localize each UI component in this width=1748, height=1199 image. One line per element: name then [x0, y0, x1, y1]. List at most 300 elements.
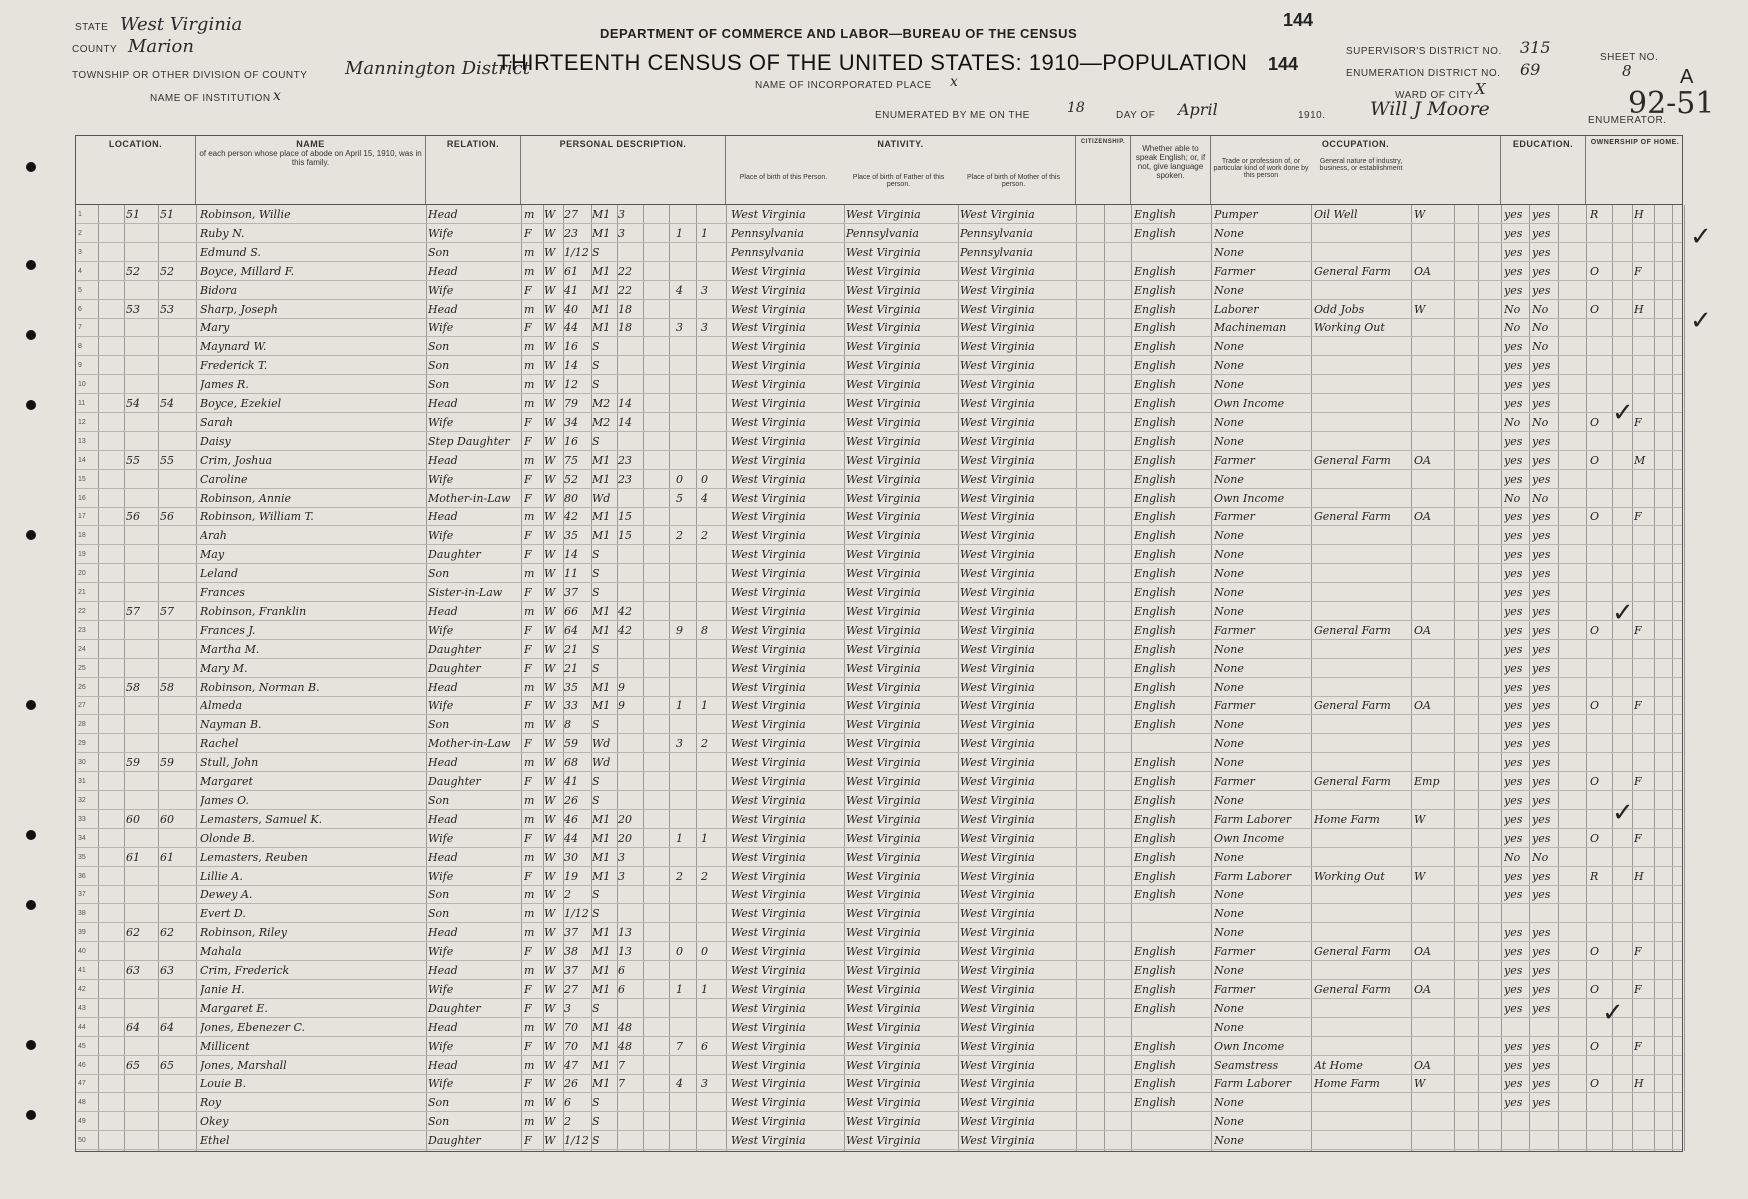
header-education: EDUCATION. [1501, 136, 1586, 205]
mother-birthplace-cell: West Virginia [960, 1134, 1035, 1148]
dwelling-number-cell: 65 [126, 1058, 140, 1072]
can-write-cell [1532, 1112, 1558, 1131]
marital-status-cell: M1 [592, 453, 611, 467]
industry-cell [1314, 281, 1412, 300]
sex-cell: F [524, 434, 532, 448]
industry-cell [1314, 413, 1412, 432]
language-cell [1134, 904, 1210, 923]
birthplace-cell: West Virginia [731, 812, 806, 826]
supervisor-label: SUPERVISOR'S DISTRICT NO. [1346, 46, 1502, 57]
marital-status-cell: S [592, 245, 600, 259]
employer-status-cell: OA [1414, 453, 1431, 467]
family-number-cell [160, 545, 190, 564]
family-number-cell [160, 583, 190, 602]
father-birthplace-cell: Pennsylvania [846, 226, 919, 240]
table-row [76, 1093, 1682, 1112]
children-living-cell [701, 451, 719, 470]
sex-cell: m [524, 888, 535, 902]
race-cell: W [544, 831, 556, 845]
header-relation: RELATION. [426, 136, 521, 205]
trade-cell: None [1214, 529, 1244, 543]
person-name-cell: Edmund S. [200, 245, 261, 259]
row-number-cell: 3 [78, 248, 82, 256]
sex-cell: m [524, 964, 535, 977]
owned-rented-cell [1590, 564, 1608, 583]
row-number-cell: 26 [78, 683, 86, 691]
age-cell: 1/12 [564, 907, 589, 921]
age-cell: 42 [564, 510, 578, 524]
dwelling-number-cell: 64 [126, 1020, 140, 1034]
father-birthplace-cell: West Virginia [846, 1134, 921, 1148]
farm-house-cell [1634, 999, 1652, 1018]
birthplace-cell: West Virginia [731, 340, 806, 354]
years-married-cell: 22 [618, 283, 632, 297]
can-write-cell: yes [1532, 586, 1551, 599]
header-trade: Trade or profession of, or particular kind of work done by this person [1213, 158, 1309, 179]
table-row [76, 281, 1682, 300]
employer-status-cell: W [1414, 1077, 1426, 1091]
age-cell: 23 [564, 226, 578, 240]
father-birthplace-cell: West Virginia [846, 926, 921, 940]
family-number-cell [160, 999, 190, 1018]
row-number-cell: 36 [78, 872, 86, 880]
row-number-cell: 43 [78, 1004, 86, 1012]
employer-status-cell [1414, 470, 1450, 489]
age-cell: 66 [564, 604, 578, 618]
dwelling-number-cell: 62 [126, 926, 140, 940]
table-row [76, 583, 1682, 602]
marital-status-cell: S [592, 718, 600, 732]
can-write-cell: yes [1532, 208, 1551, 221]
age-cell: 1/12 [564, 245, 589, 259]
table-row [76, 640, 1682, 659]
mother-birthplace-cell: West Virginia [960, 661, 1035, 675]
birthplace-cell: West Virginia [731, 793, 806, 807]
race-cell: W [544, 586, 556, 599]
birthplace-cell: West Virginia [731, 888, 806, 902]
person-name-cell: James O. [200, 793, 249, 807]
marital-status-cell: M1 [592, 1020, 611, 1034]
family-number-cell [160, 904, 190, 923]
farm-house-cell: M [1634, 453, 1646, 467]
birthplace-cell: West Virginia [731, 586, 806, 599]
person-name-cell: Dewey A. [200, 888, 253, 902]
farm-house-cell [1634, 1018, 1652, 1037]
industry-cell [1314, 583, 1412, 602]
age-cell: 11 [564, 567, 578, 581]
employer-status-cell [1414, 394, 1450, 413]
sex-cell: F [524, 1134, 532, 1148]
race-cell: W [544, 1039, 556, 1053]
age-cell: 30 [564, 850, 578, 864]
sex-cell: m [524, 208, 535, 221]
row-number-cell: 1 [78, 211, 82, 218]
farm-house-cell [1634, 734, 1652, 753]
employer-status-cell [1414, 375, 1450, 394]
language-cell: English [1134, 756, 1176, 770]
relation-cell: Wife [428, 283, 454, 297]
can-write-cell: yes [1532, 245, 1551, 259]
marital-status-cell: M1 [592, 623, 611, 637]
mother-birthplace-cell: West Virginia [960, 1115, 1035, 1129]
marital-status-cell: M1 [592, 264, 611, 278]
employer-status-cell: OA [1414, 623, 1431, 637]
marital-status-cell: S [592, 586, 600, 599]
race-cell: W [544, 623, 556, 637]
dwelling-number-cell [126, 318, 152, 337]
relation-cell: Wife [428, 699, 454, 713]
employer-status-cell [1414, 356, 1450, 375]
children-born-cell [676, 545, 694, 564]
sex-cell: m [524, 1115, 535, 1129]
person-name-cell: Sarah [200, 415, 233, 429]
column-rule [1684, 205, 1685, 1151]
owned-rented-cell [1590, 659, 1608, 678]
language-cell: English [1134, 226, 1176, 240]
family-number-cell [160, 564, 190, 583]
person-name-cell: Mary M. [200, 661, 248, 675]
birthplace-cell: West Virginia [731, 661, 806, 675]
can-read-cell: yes [1504, 1039, 1523, 1053]
can-read-cell: No [1504, 850, 1521, 864]
language-cell: English [1134, 1058, 1176, 1072]
children-born-cell: 1 [676, 699, 683, 713]
person-name-cell: Martha M. [200, 642, 260, 656]
can-write-cell: No [1532, 850, 1549, 864]
race-cell: W [544, 604, 556, 618]
table-row [76, 885, 1682, 904]
can-write-cell: No [1532, 491, 1549, 505]
industry-cell [1314, 1131, 1412, 1150]
family-number-cell [160, 1131, 190, 1150]
row-number-cell: 33 [78, 815, 86, 823]
can-read-cell: yes [1504, 1001, 1523, 1015]
row-number-cell: 32 [78, 796, 86, 804]
race-cell: W [544, 888, 556, 902]
mother-birthplace-cell: West Virginia [960, 869, 1035, 883]
can-read-cell [1504, 1112, 1530, 1131]
farm-house-cell [1634, 715, 1652, 734]
person-name-cell: Robinson, Norman B. [200, 680, 320, 694]
table-row [76, 1131, 1682, 1150]
language-cell: English [1134, 264, 1176, 278]
can-read-cell: yes [1504, 208, 1523, 221]
industry-cell [1314, 243, 1412, 262]
children-living-cell [701, 715, 719, 734]
dwelling-number-cell [126, 829, 152, 848]
can-read-cell: yes [1504, 756, 1523, 770]
children-living-cell [701, 753, 719, 772]
children-born-cell: 5 [676, 491, 683, 505]
table-row [76, 942, 1682, 961]
children-living-cell: 4 [701, 491, 708, 505]
trade-cell: None [1214, 642, 1244, 656]
farm-house-cell [1634, 224, 1652, 243]
years-married-cell: 23 [618, 453, 632, 467]
years-married-cell [618, 545, 642, 564]
farm-house-cell: H [1634, 208, 1644, 221]
race-cell: W [544, 1058, 556, 1072]
can-write-cell [1532, 904, 1558, 923]
owned-rented-cell [1590, 753, 1608, 772]
owned-rented-cell [1590, 678, 1608, 697]
years-married-cell: 14 [618, 397, 632, 410]
race-cell: W [544, 775, 556, 788]
person-name-cell: Mahala [200, 945, 242, 959]
birthplace-cell: West Virginia [731, 1077, 806, 1091]
sex-cell: F [524, 415, 532, 429]
relation-cell: Daughter [428, 775, 481, 788]
ward-label: WARD OF CITY [1395, 90, 1474, 101]
trade-cell: None [1214, 756, 1244, 770]
children-living-cell [701, 602, 719, 621]
row-number-cell: 38 [78, 910, 86, 918]
family-number-cell [160, 942, 190, 961]
age-cell: 1/12 [564, 1134, 589, 1148]
race-cell: W [544, 1134, 556, 1148]
can-write-cell: yes [1532, 1058, 1551, 1072]
row-number-cell: 6 [78, 305, 82, 313]
can-read-cell: yes [1504, 340, 1523, 354]
industry-cell [1314, 848, 1412, 867]
mother-birthplace-cell: West Virginia [960, 302, 1035, 316]
row-number-cell: 11 [78, 400, 86, 407]
family-number-cell [160, 696, 190, 715]
can-read-cell: No [1504, 302, 1521, 316]
table-row [76, 224, 1682, 243]
birthplace-cell: West Virginia [731, 945, 806, 959]
family-number-cell [160, 772, 190, 791]
mother-birthplace-cell: West Virginia [960, 964, 1035, 977]
trade-cell: None [1214, 1001, 1244, 1015]
children-living-cell: 6 [701, 1039, 708, 1053]
sex-cell: F [524, 491, 532, 505]
children-living-cell [701, 205, 719, 224]
relation-cell: Head [428, 964, 458, 977]
trade-cell: None [1214, 340, 1244, 354]
children-living-cell [701, 1056, 719, 1075]
trade-cell: None [1214, 1096, 1244, 1110]
row-number-cell: 30 [78, 759, 86, 767]
children-born-cell: 0 [676, 945, 683, 959]
mother-birthplace-cell: West Virginia [960, 982, 1035, 996]
language-cell [1134, 1112, 1210, 1131]
farm-house-cell [1634, 885, 1652, 904]
employer-status-cell [1414, 224, 1450, 243]
owned-rented-cell [1590, 1056, 1608, 1075]
language-cell: English [1134, 1096, 1176, 1110]
children-born-cell [676, 961, 694, 980]
children-living-cell [701, 243, 719, 262]
age-cell: 37 [564, 926, 578, 940]
age-cell: 3 [564, 1001, 571, 1015]
children-born-cell: 1 [676, 226, 683, 240]
relation-cell: Son [428, 245, 450, 259]
years-married-cell: 18 [618, 321, 632, 335]
employer-status-cell: W [1414, 869, 1426, 883]
marital-status-cell: S [592, 1001, 600, 1015]
table-row [76, 318, 1682, 337]
children-living-cell [701, 583, 719, 602]
children-living-cell [701, 848, 719, 867]
trade-cell: Farmer [1214, 453, 1255, 467]
person-name-cell: Jones, Ebenezer C. [200, 1020, 306, 1034]
farm-house-cell: F [1634, 264, 1642, 278]
row-number-cell: 25 [78, 664, 86, 672]
race-cell: W [544, 982, 556, 996]
years-married-cell: 3 [618, 208, 625, 221]
industry-cell: General Farm [1314, 945, 1391, 959]
father-birthplace-cell: West Virginia [846, 1115, 921, 1129]
trade-cell: None [1214, 283, 1244, 297]
header-ownership: OWNERSHIP OF HOME. [1590, 139, 1680, 146]
farm-house-cell [1634, 526, 1652, 545]
relation-cell: Head [428, 680, 458, 694]
language-cell: English [1134, 718, 1176, 732]
owned-rented-cell: O [1590, 699, 1600, 713]
sex-cell: m [524, 793, 535, 807]
owned-rented-cell [1590, 885, 1608, 904]
father-birthplace-cell: West Virginia [846, 245, 921, 259]
person-name-cell: Nayman B. [200, 718, 262, 732]
children-born-cell [676, 810, 694, 829]
row-number-cell: 47 [78, 1080, 86, 1088]
industry-cell: Home Farm [1314, 812, 1380, 826]
mother-birthplace-cell: West Virginia [960, 208, 1035, 221]
farm-house-cell [1634, 583, 1652, 602]
can-read-cell: yes [1504, 283, 1523, 297]
can-read-cell: No [1504, 415, 1521, 429]
trade-cell: Farm Laborer [1214, 1077, 1292, 1091]
race-cell: W [544, 472, 556, 486]
relation-cell: Head [428, 397, 458, 410]
can-read-cell: yes [1504, 945, 1523, 959]
language-cell: English [1134, 680, 1176, 694]
age-cell: 27 [564, 208, 578, 221]
header-location: LOCATION. [76, 136, 196, 205]
can-read-cell: yes [1504, 378, 1523, 392]
sex-cell: m [524, 302, 535, 316]
can-write-cell: yes [1532, 793, 1551, 807]
relation-cell: Wife [428, 1077, 454, 1091]
farm-house-cell [1634, 791, 1652, 810]
years-married-cell [618, 715, 642, 734]
father-birthplace-cell: West Virginia [846, 397, 921, 410]
father-birthplace-cell: West Virginia [846, 831, 921, 845]
age-cell: 2 [564, 1115, 571, 1129]
can-write-cell: yes [1532, 756, 1551, 770]
dwelling-number-cell [126, 470, 152, 489]
can-write-cell: yes [1532, 604, 1551, 618]
birthplace-cell: West Virginia [731, 208, 806, 221]
trade-cell: None [1214, 472, 1244, 486]
age-cell: 35 [564, 680, 578, 694]
sex-cell: F [524, 945, 532, 959]
can-write-cell: yes [1532, 1096, 1551, 1110]
race-cell: W [544, 926, 556, 940]
punch-hole [26, 1040, 36, 1050]
row-number-cell: 40 [78, 948, 86, 956]
years-married-cell [618, 1093, 642, 1112]
can-read-cell: yes [1504, 397, 1523, 410]
employer-status-cell [1414, 961, 1450, 980]
owned-rented-cell: O [1590, 1039, 1600, 1053]
check-mark-icon: ✓ [1690, 222, 1712, 252]
children-born-cell [676, 262, 694, 281]
farm-house-cell: F [1634, 510, 1642, 524]
can-write-cell: yes [1532, 661, 1551, 675]
language-cell: English [1134, 491, 1176, 505]
marital-status-cell: M2 [592, 397, 611, 410]
person-name-cell: Lemasters, Samuel K. [200, 812, 323, 826]
language-cell: English [1134, 623, 1176, 637]
years-married-cell [618, 583, 642, 602]
industry-cell: General Farm [1314, 510, 1391, 524]
dwelling-number-cell [126, 337, 152, 356]
industry-cell [1314, 640, 1412, 659]
children-living-cell [701, 772, 719, 791]
state-value: West Virginia [120, 14, 243, 35]
family-number-cell: 63 [160, 964, 174, 977]
table-row [76, 1074, 1682, 1093]
father-birthplace-cell: West Virginia [846, 964, 921, 977]
employer-status-cell [1414, 337, 1450, 356]
father-birthplace-cell: West Virginia [846, 208, 921, 221]
can-read-cell: yes [1504, 926, 1523, 940]
row-number-cell: 12 [78, 418, 86, 426]
mother-birthplace-cell: West Virginia [960, 699, 1035, 713]
age-cell: 41 [564, 283, 578, 297]
person-name-cell: Evert D. [200, 907, 246, 921]
dwelling-number-cell [126, 526, 152, 545]
birthplace-cell: West Virginia [731, 453, 806, 467]
dwelling-number-cell: 56 [126, 510, 140, 524]
sex-cell: m [524, 812, 535, 826]
father-birthplace-cell: West Virginia [846, 1001, 921, 1015]
mother-birthplace-cell: West Virginia [960, 434, 1035, 448]
row-number-cell: 4 [78, 267, 82, 275]
marital-status-cell: S [592, 1096, 600, 1110]
family-number-cell [160, 470, 190, 489]
can-read-cell: yes [1504, 604, 1523, 618]
industry-cell [1314, 1018, 1412, 1037]
row-number-cell: 7 [78, 324, 82, 332]
farm-house-cell [1634, 640, 1652, 659]
industry-cell [1314, 526, 1412, 545]
birthplace-cell: West Virginia [731, 397, 806, 410]
relation-cell: Head [428, 850, 458, 864]
employer-status-cell [1414, 413, 1450, 432]
children-living-cell [701, 545, 719, 564]
employer-status-cell [1414, 602, 1450, 621]
marital-status-cell: M1 [592, 529, 611, 543]
race-cell: W [544, 1115, 556, 1129]
trade-cell: Farmer [1214, 775, 1255, 788]
mother-birthplace-cell: West Virginia [960, 945, 1035, 959]
row-number-cell: 37 [78, 891, 86, 899]
table-row [76, 961, 1682, 980]
trade-cell: Own Income [1214, 831, 1285, 845]
table-row [76, 791, 1682, 810]
check-mark-icon: ✓ [1602, 998, 1624, 1028]
birthplace-cell: West Virginia [731, 718, 806, 732]
family-number-cell: 64 [160, 1020, 174, 1034]
years-married-cell: 13 [618, 945, 632, 959]
age-cell: 44 [564, 831, 578, 845]
language-cell: English [1134, 982, 1176, 996]
family-number-cell [160, 1074, 190, 1093]
father-birthplace-cell: West Virginia [846, 680, 921, 694]
